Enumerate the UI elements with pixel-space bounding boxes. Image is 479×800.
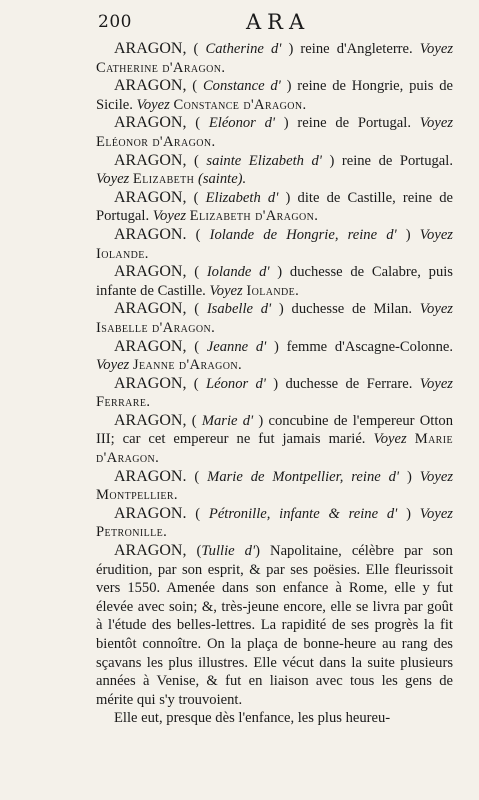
entry-subject: Marie de Montpellier, reine d' <box>207 468 400 485</box>
dictionary-entry: ARAGON, ( Jeanne d' ) femme d'Ascagne-Colonne. Voyez Jeanne d'Aragon. <box>96 337 454 374</box>
dictionary-entry: ARAGON, ( Léonor d' ) duchesse de Ferrare. Voyez Ferrare. <box>96 374 453 411</box>
entry-headword: ARAGON, <box>114 77 187 95</box>
entry-headword: ARAGON, <box>114 374 187 392</box>
entry-subject: sainte Elizabeth d' <box>206 152 322 169</box>
dictionary-entry: ARAGON, ( Iolande d' ) duchesse de Calabre, puis infante de Castille. Voyez Iolande. <box>96 263 453 299</box>
see-reference-target: Elizabeth <box>132 171 195 188</box>
see-reference-qualifier: (sainte). <box>197 171 247 188</box>
entry-description <box>411 506 420 522</box>
entry-subject: Constance d' <box>202 78 281 95</box>
entry-description: dite de Castille, reine de Portugal. <box>96 189 453 225</box>
entry-subject: Iolande d' <box>206 264 270 281</box>
see-reference-target: Marie d'Aragon. <box>96 431 453 467</box>
entry-subject: Eléonor d' <box>208 115 276 132</box>
entry-subject: Tullie d' <box>201 543 256 560</box>
entry-subject: Iolande de Hongrie, reine d' <box>209 226 397 243</box>
see-reference-label: Voyez <box>419 375 453 392</box>
see-reference-target: Jeanne d'Aragon. <box>132 357 243 374</box>
dictionary-entry: ARAGON, ( Isabelle d' ) duchesse de Milan. Voyez Isabelle d'Aragon. <box>96 300 453 336</box>
see-reference-label: Voyez <box>209 282 243 299</box>
entry-description: reine de Portugal. <box>288 115 411 132</box>
see-reference-target: Isabelle d'Aragon. <box>96 319 216 336</box>
entry-headword: ARAGON, <box>114 114 187 132</box>
entry-subject: Pétronille, infante & reine d' <box>208 505 398 522</box>
dictionary-entry: ARAGON, ( Marie d' ) concubine de l'empereur Otton III; car cet empereur ne fut jamais marié. Voyez Marie d'Aragon. <box>96 411 453 467</box>
see-reference-target: Elizabeth d'Aragon. <box>189 208 319 225</box>
entry-subject: Elizabeth d' <box>205 189 279 206</box>
biography-entry: ARAGON, (Tullie d') Napolitaine, célèbre par son érudition, par son esprit, & par ses poësies. Elle fleurissoit vers 1550. Amenée dans son enfance à Rome, elle y fut élevée avec soin; &, très-jeune encore, elle se livra par goût à l'étude des belles-lettres. La rapidité de ses progrès la fit bientôt connoître. On la plaça de bonne-heure au rang des sçavans les plus illustres. Elle vécut dans la suite plusieurs années à Venise, & fut en liaison avec tous les gens de mérite qui s'y trouvoient. <box>96 542 453 708</box>
dictionary-entry: ARAGON. ( Pétronille, infante & reine d' ) Voyez Petronille. <box>96 504 453 541</box>
entry-list <box>96 40 453 542</box>
see-reference-label: Voyez <box>419 505 453 522</box>
page-header <box>96 8 453 38</box>
entry-subject: Jeanne d' <box>206 338 267 355</box>
dictionary-entry: ARAGON, ( Eléonor d' ) reine de Portugal. Voyez Eléonor d'Aragon. <box>96 114 453 150</box>
dictionary-entry: ARAGON, ( Constance d' ) reine de Hongrie, puis de Sicile. Voyez Constance d'Aragon. <box>96 77 453 113</box>
entry-headword: ARAGON, <box>114 337 187 355</box>
entry-headword: ARAGON, <box>114 542 187 560</box>
see-reference-target: Petronille. <box>96 524 168 541</box>
see-reference-label: Voyez <box>152 208 186 225</box>
biography-text: Napolitaine, célèbre par son érudition, par son esprit, & par ses poësies. Elle fleurissoit vers 1550. Amenée dans son enfance à Rome, elle y fut élevée avec soin; &, très-jeune encore, elle se livra par goût à l'étude des belles-lettres. La rapidité de ses progrès la fit bientôt connoître. On la plaça de bonne-heure au rang des sçavans les plus illustres. Elle vécut dans la suite plusieurs années à Venise, & fut en liaison avec tous les gens de mérite qui s'y trouvoient. <box>96 543 453 708</box>
dictionary-text <box>96 40 453 728</box>
see-reference-label: Voyez <box>373 431 407 448</box>
continuation-line: Elle eut, presque dès l'enfance, les plus heureu- <box>114 710 391 727</box>
entry-description: concubine de l'empereur Otton III; car cet empereur ne fut jamais marié. <box>96 412 453 448</box>
entry-description <box>412 469 420 485</box>
entry-description: reine d'Angleterre. <box>293 41 413 57</box>
see-reference-target: Iolande. <box>246 282 300 299</box>
dictionary-entry: ARAGON. ( Iolande de Hongrie, reine d' ) Voyez Iolande. <box>96 225 453 262</box>
see-reference-target: Ferrare. <box>96 394 151 411</box>
see-reference-label: Voyez <box>419 41 453 57</box>
entry-description: reine de Portugal. <box>334 152 453 169</box>
see-reference-target: Eléonor d'Aragon. <box>96 133 216 150</box>
entry-description: duchesse de Calabre, puis infante de Castille. <box>96 264 453 299</box>
entry-description <box>411 227 420 243</box>
entry-description: reine de Hongrie, puis de Sicile. <box>96 78 453 113</box>
page-number: 200 <box>98 12 132 32</box>
entry-subject: Marie d' <box>201 412 254 429</box>
entry-headword: ARAGON. <box>114 225 187 243</box>
entry-headword: ARAGON, <box>114 188 187 206</box>
entry-headword: ARAGON. <box>114 504 187 522</box>
see-reference-target: Catherine d'Aragon. <box>96 59 226 76</box>
entry-description: femme d'Ascagne-Colonne. <box>278 338 454 355</box>
entry-headword: ARAGON, <box>114 411 187 429</box>
dictionary-entry: ARAGON. ( Marie de Montpellier, reine d' ) Voyez Montpellier. <box>96 467 453 504</box>
entry-headword: ARAGON, <box>114 263 187 281</box>
see-reference-target: Iolande. <box>96 245 149 262</box>
entry-subject: Isabelle d' <box>206 301 272 318</box>
see-reference-label: Voyez <box>96 357 130 374</box>
see-reference-label: Voyez <box>419 115 453 132</box>
see-reference-label: Voyez <box>419 226 453 243</box>
entry-subject: Catherine d' <box>205 41 282 57</box>
see-reference-target: Constance d'Aragon. <box>173 96 307 113</box>
entry-headword: ARAGON. <box>114 467 187 485</box>
dictionary-entry: ARAGON, ( Elizabeth d' ) dite de Castille, reine de Portugal. Voyez Elizabeth d'Aragon. <box>96 188 453 225</box>
entry-description: duchesse de Ferrare. <box>278 375 413 392</box>
see-reference-target: Montpellier. <box>96 487 178 504</box>
dictionary-entry: ARAGON, ( sainte Elizabeth d' ) reine de Portugal. Voyez Elizabeth (sainte). <box>96 151 453 188</box>
entry-headword: ARAGON, <box>114 151 187 169</box>
see-reference-label: Voyez <box>419 468 453 485</box>
see-reference-label: Voyez <box>419 301 453 318</box>
entry-subject: Léonor d' <box>206 375 266 392</box>
entry-description: duchesse de Milan. <box>283 301 412 318</box>
entry-headword: ARAGON, <box>114 300 187 318</box>
see-reference-label: Voyez <box>96 171 130 188</box>
dictionary-entry: ARAGON, ( Catherine d' ) reine d'Angleterre. Voyez Catherine d'Aragon. <box>96 40 453 76</box>
see-reference-label: Voyez <box>136 96 170 113</box>
entry-headword: ARAGON, <box>114 40 187 57</box>
running-head: ARA <box>246 10 311 34</box>
